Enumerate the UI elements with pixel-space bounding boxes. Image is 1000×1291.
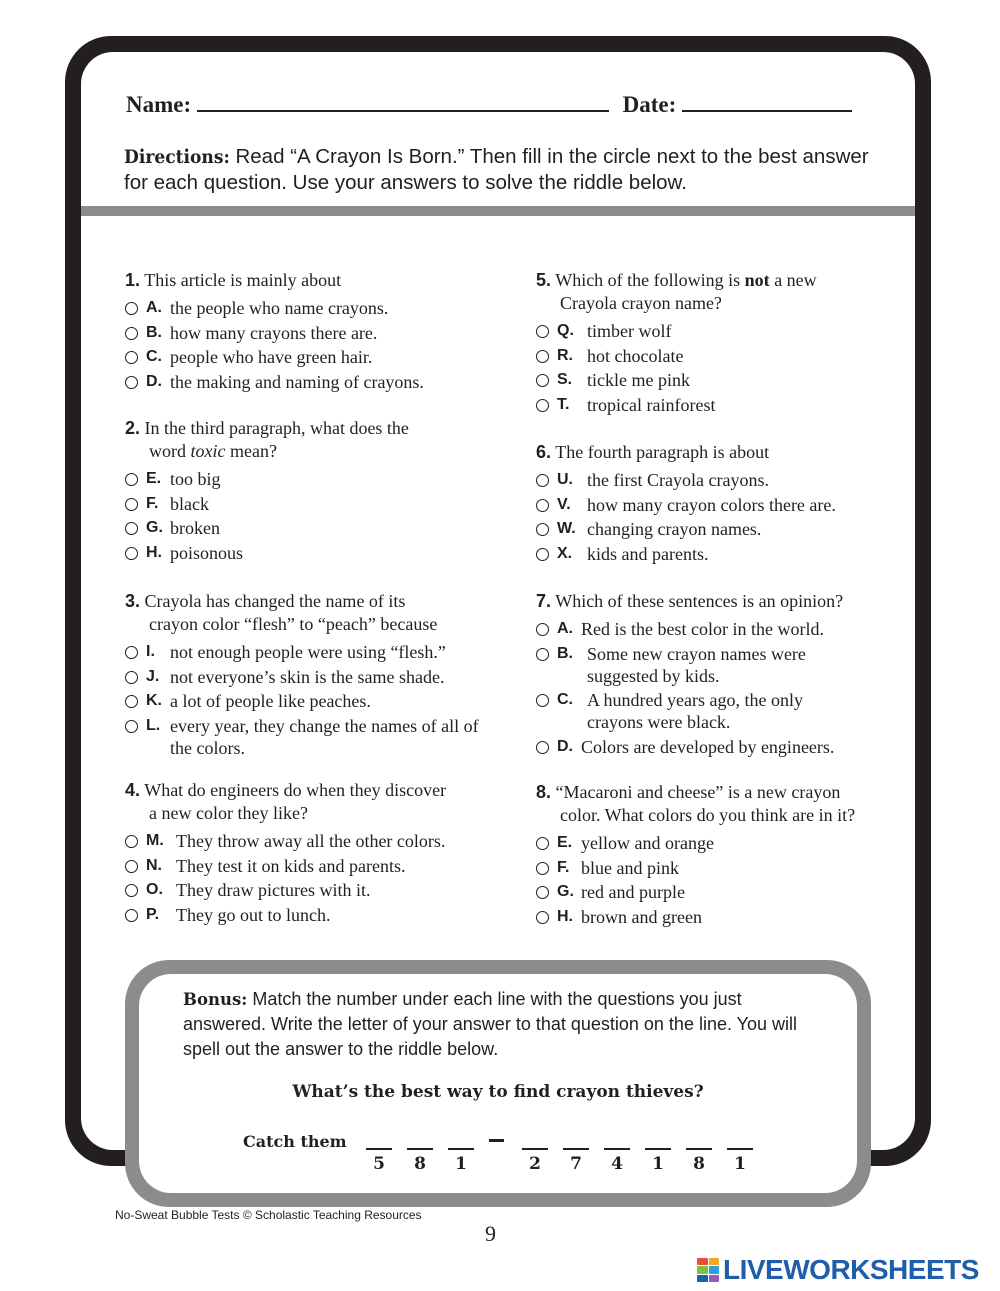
option-letter: F. bbox=[146, 494, 159, 512]
option-text: They go out to lunch. bbox=[176, 904, 331, 925]
option-letter: P. bbox=[146, 905, 160, 923]
option-letter: G. bbox=[146, 519, 163, 536]
option-text: Some new crayon names were suggested by kids. bbox=[587, 643, 806, 686]
option-d[interactable] bbox=[536, 736, 896, 758]
question-stem-line-2: a new color they like? bbox=[149, 803, 308, 823]
liveworksheets-logo-icon bbox=[697, 1258, 719, 1282]
option-letter: I. bbox=[146, 643, 155, 660]
name-blank[interactable] bbox=[197, 90, 609, 112]
option-w[interactable] bbox=[536, 518, 896, 540]
option-text: people who have green hair. bbox=[170, 347, 373, 367]
question-5 bbox=[536, 269, 896, 418]
question-8 bbox=[536, 781, 896, 930]
option-h[interactable] bbox=[536, 906, 896, 928]
option-text: yellow and orange bbox=[581, 833, 714, 853]
question-number: 6. bbox=[536, 442, 552, 462]
option-text: red and purple bbox=[581, 882, 685, 902]
page-number: 9 bbox=[485, 1221, 496, 1246]
option-text: not enough people were using “flesh.” bbox=[170, 642, 446, 662]
option-letter: B. bbox=[557, 644, 573, 662]
brand-name: LIVEWORKSHEETS bbox=[723, 1254, 979, 1285]
riddle-question: What’s the best way to find crayon thieves? bbox=[292, 1082, 704, 1102]
liveworksheets-brand[interactable] bbox=[697, 1254, 979, 1286]
option-c[interactable] bbox=[125, 346, 505, 368]
question-stem: The fourth paragraph is about bbox=[555, 442, 770, 462]
option-p[interactable] bbox=[125, 904, 505, 926]
blank-number: 7 bbox=[570, 1154, 582, 1174]
question-stem: “Macaroni and cheese” is a new crayon bbox=[555, 782, 841, 802]
bonus-label: Bonus: bbox=[183, 990, 248, 1009]
option-g[interactable] bbox=[125, 517, 505, 539]
option-letter: M. bbox=[146, 832, 164, 849]
bubble-icon[interactable] bbox=[536, 474, 549, 487]
option-t[interactable] bbox=[536, 394, 896, 416]
bubble-icon[interactable] bbox=[125, 909, 138, 922]
option-q[interactable] bbox=[536, 320, 896, 342]
name-label: Name: bbox=[126, 92, 192, 117]
answer-blank-9[interactable] bbox=[727, 1148, 753, 1150]
bubble-icon[interactable] bbox=[536, 548, 549, 561]
option-text: hot chocolate bbox=[587, 345, 684, 366]
question-stem: Which of these sentences is an opinion? bbox=[555, 591, 844, 611]
bubble-icon[interactable] bbox=[536, 399, 549, 412]
stem-text: a new bbox=[769, 270, 817, 290]
bubble-icon[interactable] bbox=[125, 835, 138, 848]
header-divider bbox=[81, 206, 915, 216]
option-letter: H. bbox=[557, 907, 573, 925]
option-e[interactable] bbox=[125, 468, 505, 490]
option-text: They throw away all the other colors. bbox=[176, 831, 446, 851]
answer-blank-5[interactable] bbox=[563, 1148, 589, 1150]
bubble-icon[interactable] bbox=[125, 351, 138, 364]
bubble-icon[interactable] bbox=[125, 646, 138, 659]
question-number: 4. bbox=[125, 780, 141, 800]
question-stem: Crayola has changed the name of its bbox=[144, 591, 406, 611]
question-number: 5. bbox=[536, 270, 552, 290]
answer-blank-3[interactable] bbox=[448, 1148, 474, 1150]
bubble-icon[interactable] bbox=[536, 374, 549, 387]
blank-number: 2 bbox=[529, 1154, 541, 1174]
bubble-icon[interactable] bbox=[125, 671, 138, 684]
option-text: too big bbox=[170, 469, 221, 489]
option-r[interactable] bbox=[536, 345, 896, 367]
option-f[interactable] bbox=[536, 857, 896, 879]
question-7 bbox=[536, 590, 896, 760]
option-e[interactable] bbox=[536, 832, 896, 854]
option-letter: E. bbox=[557, 834, 573, 851]
bonus-text: Match the number under each line with the questions you just answered. Write the letter of your answer to that question on the line. You will spell out the answer to the riddle below. bbox=[183, 989, 798, 1059]
bubble-icon[interactable] bbox=[125, 498, 138, 511]
date-label: Date: bbox=[622, 92, 677, 117]
riddle-dash bbox=[489, 1139, 504, 1142]
question-stem: Which of the following is bbox=[555, 270, 745, 290]
option-s[interactable] bbox=[536, 369, 896, 391]
option-o[interactable] bbox=[125, 879, 505, 901]
answer-blank-1[interactable] bbox=[366, 1148, 392, 1150]
option-text: broken bbox=[170, 518, 220, 538]
option-letter: W. bbox=[557, 520, 576, 537]
option-letter: N. bbox=[146, 856, 162, 874]
option-text: brown and green bbox=[581, 906, 702, 927]
option-b[interactable] bbox=[536, 643, 896, 687]
question-stem-line-2: color. What colors do you think are in it? bbox=[560, 805, 856, 825]
answer-blank-4[interactable] bbox=[522, 1148, 548, 1150]
bubble-icon[interactable] bbox=[536, 623, 549, 636]
directions-text: Read “A Crayon Is Born.” Then fill in the circle next to the best answer for each question. Use your answers to solve the riddle below. bbox=[124, 145, 869, 194]
option-l[interactable] bbox=[125, 715, 505, 759]
answer-blank-8[interactable] bbox=[686, 1148, 712, 1150]
option-text: They draw pictures with it. bbox=[176, 880, 371, 900]
option-letter: G. bbox=[557, 883, 574, 900]
bubble-icon[interactable] bbox=[125, 695, 138, 708]
option-letter: D. bbox=[557, 737, 573, 755]
option-letter: U. bbox=[557, 471, 573, 488]
option-text: black bbox=[170, 493, 209, 514]
bubble-icon[interactable] bbox=[536, 648, 549, 661]
bubble-icon[interactable] bbox=[536, 523, 549, 536]
question-stem: This article is mainly about bbox=[144, 270, 342, 290]
option-text: They test it on kids and parents. bbox=[176, 855, 406, 876]
bubble-icon[interactable] bbox=[536, 862, 549, 875]
bubble-icon[interactable] bbox=[125, 522, 138, 535]
option-text: not everyone’s skin is the same shade. bbox=[170, 666, 445, 687]
blank-number: 5 bbox=[373, 1154, 385, 1174]
question-stem: In the third paragraph, what does the bbox=[144, 418, 409, 438]
option-n[interactable] bbox=[125, 855, 505, 877]
option-letter: T. bbox=[557, 395, 570, 413]
option-letter: C. bbox=[557, 691, 573, 708]
option-letter: R. bbox=[557, 346, 573, 364]
option-i[interactable] bbox=[125, 641, 505, 663]
option-text: poisonous bbox=[170, 542, 244, 563]
question-number: 2. bbox=[125, 418, 141, 438]
option-m[interactable] bbox=[125, 830, 505, 852]
catch-label: Catch them bbox=[243, 1132, 347, 1151]
option-text: the people who name crayons. bbox=[170, 298, 389, 318]
bubble-icon[interactable] bbox=[536, 325, 549, 338]
question-number: 8. bbox=[536, 782, 552, 802]
blank-number: 8 bbox=[693, 1154, 705, 1174]
bubble-icon[interactable] bbox=[125, 860, 138, 873]
option-text: every year, they change the names of all of the colors. bbox=[170, 715, 479, 758]
bonus-instructions bbox=[183, 987, 823, 1062]
bubble-icon[interactable] bbox=[536, 886, 549, 899]
option-letter: A. bbox=[557, 620, 573, 637]
stem-italic-word: toxic bbox=[190, 441, 226, 461]
option-letter: F. bbox=[557, 858, 570, 876]
option-letter: K. bbox=[146, 692, 162, 709]
option-k[interactable] bbox=[125, 690, 505, 712]
answer-blank-6[interactable] bbox=[604, 1148, 630, 1150]
question-4 bbox=[125, 779, 505, 928]
option-letter: C. bbox=[146, 348, 162, 365]
option-letter: L. bbox=[146, 716, 161, 734]
question-6 bbox=[536, 441, 896, 567]
option-c[interactable] bbox=[536, 689, 896, 733]
directions bbox=[124, 144, 884, 195]
option-text: A hundred years ago, the only crayons were black. bbox=[587, 690, 803, 732]
question-stem-line-2: crayon color “flesh” to “peach” because bbox=[149, 614, 438, 634]
option-a[interactable] bbox=[125, 297, 505, 319]
question-number: 7. bbox=[536, 591, 552, 611]
question-3 bbox=[125, 590, 505, 761]
option-text: how many crayons there are. bbox=[170, 322, 378, 343]
date-blank[interactable] bbox=[682, 90, 852, 112]
blank-number: 1 bbox=[734, 1154, 746, 1174]
bubble-icon[interactable] bbox=[125, 720, 138, 733]
name-date-line bbox=[126, 90, 852, 118]
option-text: the first Crayola crayons. bbox=[587, 470, 769, 490]
option-text: how many crayon colors there are. bbox=[587, 494, 836, 515]
option-text: kids and parents. bbox=[587, 543, 709, 564]
option-text: tickle me pink bbox=[587, 370, 690, 390]
question-stem-line-2 bbox=[125, 440, 505, 463]
option-letter: A. bbox=[146, 299, 162, 316]
bubble-icon[interactable] bbox=[536, 499, 549, 512]
option-u[interactable] bbox=[536, 469, 896, 491]
option-text: the making and naming of crayons. bbox=[170, 371, 424, 392]
question-2 bbox=[125, 417, 505, 566]
question-stem: What do engineers do when they discover bbox=[144, 780, 447, 800]
option-v[interactable] bbox=[536, 494, 896, 516]
option-j[interactable] bbox=[125, 666, 505, 688]
bubble-icon[interactable] bbox=[125, 376, 138, 389]
question-1 bbox=[125, 269, 505, 395]
bubble-icon[interactable] bbox=[125, 884, 138, 897]
option-g[interactable] bbox=[536, 881, 896, 903]
answer-blank-2[interactable] bbox=[407, 1148, 433, 1150]
option-text: tropical rainforest bbox=[587, 394, 716, 415]
option-text: a lot of people like peaches. bbox=[170, 691, 371, 711]
option-d[interactable] bbox=[125, 371, 505, 393]
option-x[interactable] bbox=[536, 543, 896, 565]
option-f[interactable] bbox=[125, 493, 505, 515]
option-letter: J. bbox=[146, 667, 160, 685]
bubble-icon[interactable] bbox=[125, 473, 138, 486]
stem-text: word bbox=[149, 441, 191, 461]
blank-number: 1 bbox=[652, 1154, 664, 1174]
bubble-icon[interactable] bbox=[536, 911, 549, 924]
blank-number: 8 bbox=[414, 1154, 426, 1174]
option-a[interactable] bbox=[536, 618, 896, 640]
option-letter: D. bbox=[146, 372, 162, 390]
stem-text: mean? bbox=[225, 441, 277, 461]
option-text: Colors are developed by engineers. bbox=[581, 736, 835, 757]
bubble-icon[interactable] bbox=[536, 837, 549, 850]
option-h[interactable] bbox=[125, 542, 505, 564]
option-letter: E. bbox=[146, 470, 162, 487]
option-letter: S. bbox=[557, 371, 573, 388]
option-letter: O. bbox=[146, 881, 163, 898]
bubble-icon[interactable] bbox=[125, 302, 138, 315]
stem-bold-word: not bbox=[744, 270, 770, 290]
question-number: 3. bbox=[125, 591, 141, 611]
bubble-icon[interactable] bbox=[125, 327, 138, 340]
bubble-icon[interactable] bbox=[536, 741, 549, 754]
option-text: changing crayon names. bbox=[587, 519, 762, 539]
question-number: 1. bbox=[125, 270, 141, 290]
option-text: blue and pink bbox=[581, 857, 679, 878]
blank-number: 1 bbox=[455, 1154, 467, 1174]
directions-label: Directions: bbox=[124, 146, 230, 168]
blank-number: 4 bbox=[611, 1154, 623, 1174]
option-letter: H. bbox=[146, 543, 162, 561]
question-stem-line-2: Crayola crayon name? bbox=[560, 293, 722, 313]
bubble-icon[interactable] bbox=[125, 547, 138, 560]
option-letter: V. bbox=[557, 495, 571, 513]
option-text: Red is the best color in the world. bbox=[581, 619, 824, 639]
option-letter: B. bbox=[146, 323, 162, 341]
copyright-footer: No-Sweat Bubble Tests © Scholastic Teaching Resources bbox=[115, 1208, 422, 1222]
bubble-icon[interactable] bbox=[536, 694, 549, 707]
option-letter: Q. bbox=[557, 322, 574, 339]
option-text: timber wolf bbox=[587, 321, 672, 341]
bubble-icon[interactable] bbox=[536, 350, 549, 363]
answer-blank-7[interactable] bbox=[645, 1148, 671, 1150]
option-b[interactable] bbox=[125, 322, 505, 344]
option-letter: X. bbox=[557, 544, 573, 562]
